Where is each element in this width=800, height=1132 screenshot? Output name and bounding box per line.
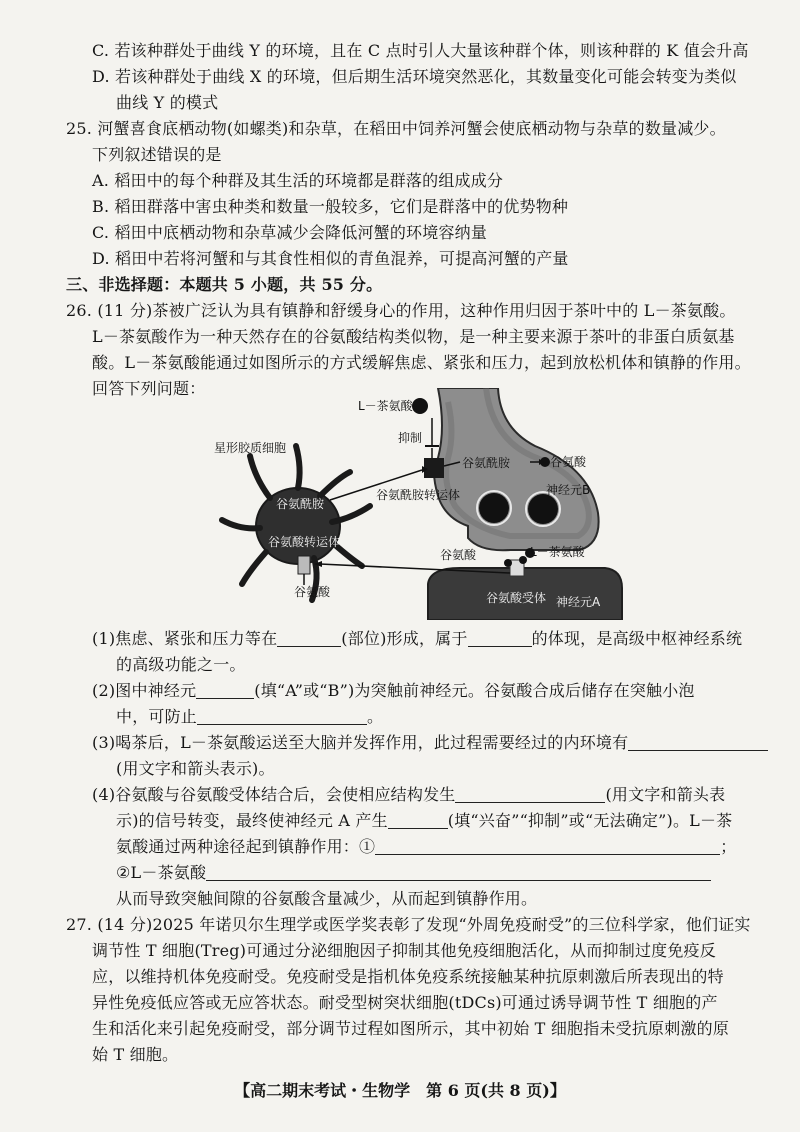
label-glutamate-synapse: 谷氨酸 [440,548,477,562]
q27-line4: 异性免疫低应答或无应答状态。耐受型树突状细胞(tDCs)可通过诱导调节性 T 细胞的产 [92,993,718,1012]
synapse-figure [210,388,635,620]
label-glutamate-transporter: 谷氨酸转运体 [268,535,341,549]
q27-line6: 始 T 细胞。 [92,1045,179,1064]
label-glutamate-receptor: 谷氨酸受体 [486,591,547,605]
answer-blank-4-3[interactable] [375,838,720,855]
q26-p3-line2: (用文字和箭头表示)。 [116,759,275,778]
label-l-theanine: L－茶氨酸 [358,399,413,413]
q26-intro-line1: 26. (11 分)茶被广泛认为具有镇静和舒缓身心的作用，这种作用归因于茶叶中的 L－茶氨酸。 [66,301,736,320]
page-footer: 【高二期末考试・生物学 第 6 页(共 8 页)】 [234,1081,566,1100]
answer-blank-4-2[interactable] [388,812,448,829]
q25-option-a: A. 稻田中的每个种群及其生活的环境都是群落的组成成分 [92,171,504,190]
answer-blank-2-1[interactable] [196,682,254,699]
label-neuron-b: 神经元B [546,483,591,497]
q25-option-c: C. 稻田中底栖动物和杂草减少会降低河蟹的环境容纳量 [92,223,488,242]
q27-line2: 调节性 T 细胞(Treg)可通过分泌细胞因子抑制其他免疫细胞活化，从而抑制过度免疫反 [92,941,716,960]
answer-blank-4-4[interactable] [206,864,711,881]
q26-intro-line3: 酸。L－茶氨酸能通过如图所示的方式缓解焦虑、紧张和压力，起到放松机体和镇静的作用。 [92,353,751,372]
q26-intro-line2: L－茶氨酸作为一种天然存在的谷氨酸结构类似物，是一种主要来源于茶叶的非蛋白质氨基 [92,327,735,346]
q26-p4-line2: 示)的信号转变，最终使神经元 A 产生 (填“兴奋”“抑制”或“无法确定”)。L－茶 [116,811,733,830]
q26-p4-line1: (4)谷氨酸与谷氨酸受体结合后，会使相应结构发生 (用文字和箭头表 [92,785,726,804]
l-theanine-dot-top [412,398,428,414]
label-glutamine-left: 谷氨酰胺 [276,497,325,511]
answer-blank-2-2[interactable] [197,708,367,725]
label-neuron-a: 神经元A [556,595,601,609]
q27-line5: 生和活化来引起免疫耐受，部分调节过程如图所示，其中初始 T 细胞指未受抗原刺激的原 [92,1019,730,1038]
q25-option-d: D. 稻田中若将河蟹和与其食性相似的青鱼混养，可提高河蟹的产量 [92,249,569,268]
q24-option-c: C. 若该种群处于曲线 Y 的环境，且在 C 点时引人大量该种群个体，则该种群的 K 值会升高 [92,41,749,60]
q26-p2-line1: (2)图中神经元 (填“A”或“B”)为突触前神经元。谷氨酸合成后储存在突触小泡 [92,681,695,700]
q24-option-d-line2: 曲线 Y 的模式 [116,93,219,112]
label-l-theanine-synapse: L－茶氨酸 [530,545,585,559]
q26-p1-line2: 的高级功能之一。 [116,655,246,674]
answer-blank-4-1[interactable] [455,786,605,803]
section-3-heading: 三、非选择题：本题共 5 小题，共 55 分。 [66,275,383,294]
answer-blank-1-2[interactable] [468,630,532,647]
answer-blank-3-1[interactable] [628,734,768,751]
q26-p1-line1: (1)焦虑、紧张和压力等在 (部位)形成，属于 的体现，是高级中枢神经系统 [92,629,743,648]
glutamate-transporter-icon [298,556,310,574]
astrocyte-cell [222,446,370,600]
answer-blank-1-1[interactable] [277,630,341,647]
neuron-b-body [434,388,599,550]
q27-line3: 应，以维持机体免疫耐受。免疫耐受是指机体免疫系统接触某种抗原刺激后所表现出的特 [92,967,724,986]
synapse-diagram [210,388,635,620]
label-glutamate-right: 谷氨酸 [550,455,587,469]
q26-p2-line2: 中，可防止 。 [116,707,384,726]
label-astrocyte: 星形胶质细胞 [214,441,287,455]
q25-stem-line2: 下列叙述错误的是 [92,145,222,164]
synaptic-vesicle-1 [479,493,509,523]
q25-option-b: B. 稻田群落中害虫种类和数量一般较多，它们是群落中的优势物种 [92,197,569,216]
q26-p4-line4: ②L－茶氨酸 [116,862,711,884]
label-glutamine-top: 谷氨酰胺 [462,456,511,470]
label-glutamate-left: 谷氨酸 [294,585,331,599]
q26-intro-line4: 回答下列问题： [92,379,206,398]
q26-p3-line1: (3)喝茶后，L－茶氨酸运送至大脑并发挥作用，此过程需要经过的内环境有 [92,732,768,754]
q24-option-d-line1: D. 若该种群处于曲线 X 的环境，但后期生活环境突然恶化，其数量变化可能会转变为类似 [92,67,737,86]
q26-p4-line5: 从而导致突触间隙的谷氨酸含量减少，从而起到镇静作用。 [116,889,538,908]
label-glutamine-transporter: 谷氨酰胺转运体 [376,488,461,502]
q26-p4-line3: 氨酸通过两种途径起到镇静作用：① ； [116,837,737,856]
q25-stem-line1: 25. 河蟹喜食底栖动物(如螺类)和杂草，在稻田中饲养河蟹会使底栖动物与杂草的数量减少。 [66,119,726,138]
q27-line1: 27. (14 分)2025 年诺贝尔生理学或医学奖表彰了发现“外周免疫耐受”的三位科学家，他们证实 [66,915,751,934]
glutamine-transporter-icon [424,458,444,478]
synaptic-vesicle-2 [528,494,558,524]
label-inhibit: 抑制 [398,431,423,445]
